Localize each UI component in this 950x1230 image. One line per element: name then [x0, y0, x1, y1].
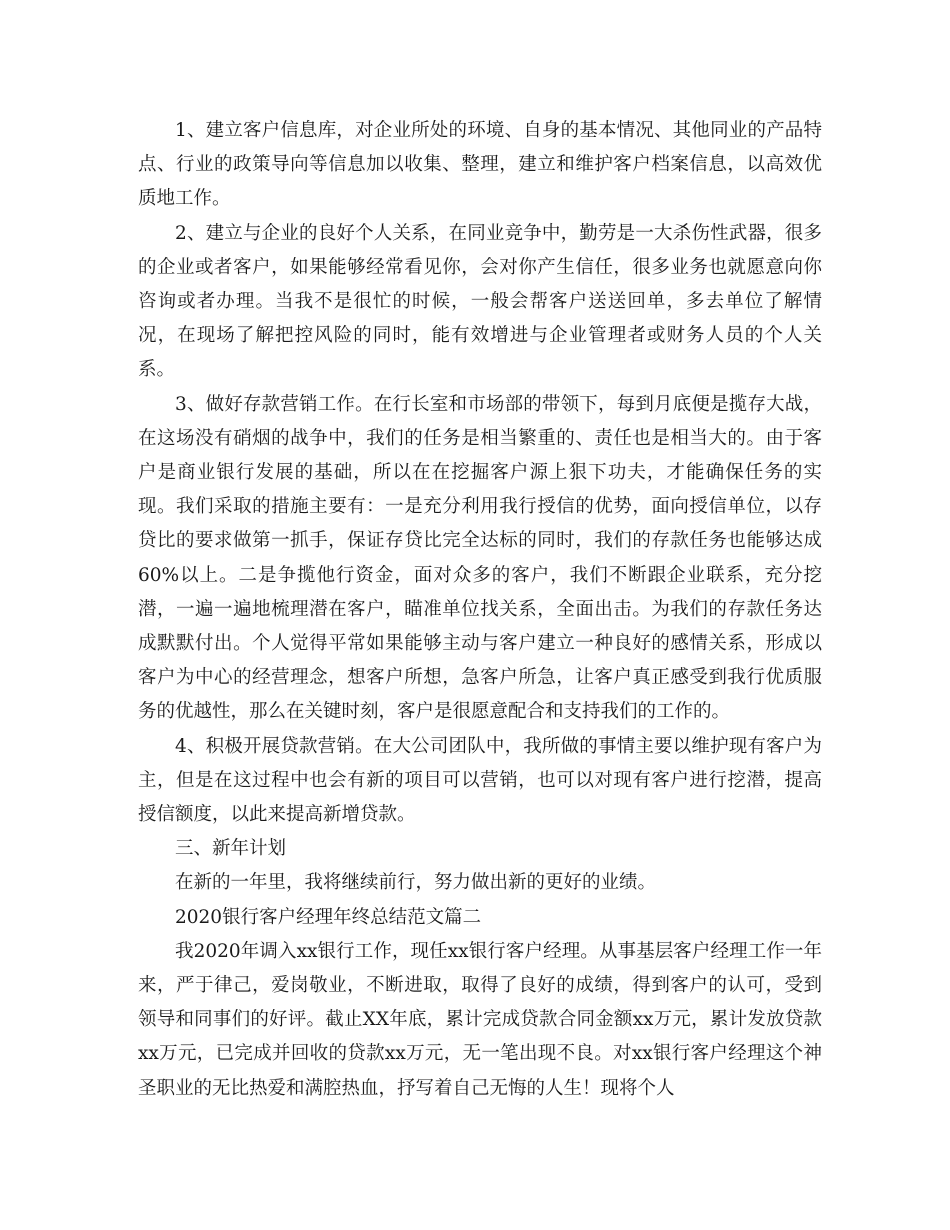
- paragraph-loan-marketing: 4、积极开展贷款营销。在大公司团队中，我所做的事情主要以维护现有客户为主，但是在这过程中也会有新的项目可以营销，也可以对现有客户进行挖潜，提高授信额度，以此来提高新增贷款。: [138, 735, 822, 826]
- paragraph-client-database: 1、建立客户信息库，对企业所处的环境、自身的基本情况、其他同业的产品特点、行业的政策导向等信息加以收集、整理，建立和维护客户档案信息，以高效优质地工作。: [138, 120, 822, 210]
- paragraph-new-year-plan: 在新的一年里，我将继续前行，努力做出新的更好的业绩。: [175, 872, 657, 894]
- paragraph-personal-relations: 2、建立与企业的良好个人关系，在同业竞争中，勤劳是一大杀伤性武器，很多的企业或者客户，如果能够经常看见你，会对你产生信任，很多业务也就愿意向你咨询或者办理。当我不是很忙的时候，一般会帮客户送送回单，多去单位了解情况，在现场了解把控风险的同时，能有效增进与企业管理者或财务人员的个人关系。: [138, 222, 822, 381]
- paragraph-part-two-intro: 我2020年调入xx银行工作，现任xx银行客户经理。从事基层客户经理工作一年来，严于律己，爱岗敬业，不断进取，取得了良好的成绩，得到客户的认可，受到领导和同事们的好评。截止XX年底，累计完成贷款合同金额xx万元，累计发放贷款xx万元，已完成并回收的贷款xx万元，无一笔出现不良。对xx银行客户经理这个神圣职业的无比热爱和满腔热血，抒写着自己无悔的人生！现将个人: [138, 940, 822, 1099]
- article-title-part-two: 2020银行客户经理年终总结范文篇二: [175, 906, 482, 928]
- document-body: [138, 114, 822, 1106]
- section-heading-new-year-plan: 三、新年计划: [175, 838, 287, 860]
- paragraph-deposit-marketing: 3、做好存款营销工作。在行长室和市场部的带领下，每到月底便是揽存大战，在这场没有硝烟的战争中，我们的任务是相当繁重的、责任也是相当大的。由于客户是商业银行发展的基础，所以在在挖掘客户源上狠下功夫，才能确保任务的实现。我们采取的措施主要有：一是充分利用我行授信的优势，面向授信单位，以存贷比的要求做第一抓手，保证存贷比完全达标的同时，我们的存款任务也能够达成60%以上。二是争揽他行资金，面对众多的客户，我们不断跟企业联系，充分挖潜，一遍一遍地梳理潜在客户，瞄准单位找关系，全面出击。为我们的存款任务达成默默付出。个人觉得平常如果能够主动与客户建立一种良好的感情关系，形成以客户为中心的经营理念，想客户所想，急客户所急，让客户真正感受到我行优质服务的优越性，那么在关键时刻，客户是很愿意配合和支持我们的工作的。: [138, 393, 822, 723]
